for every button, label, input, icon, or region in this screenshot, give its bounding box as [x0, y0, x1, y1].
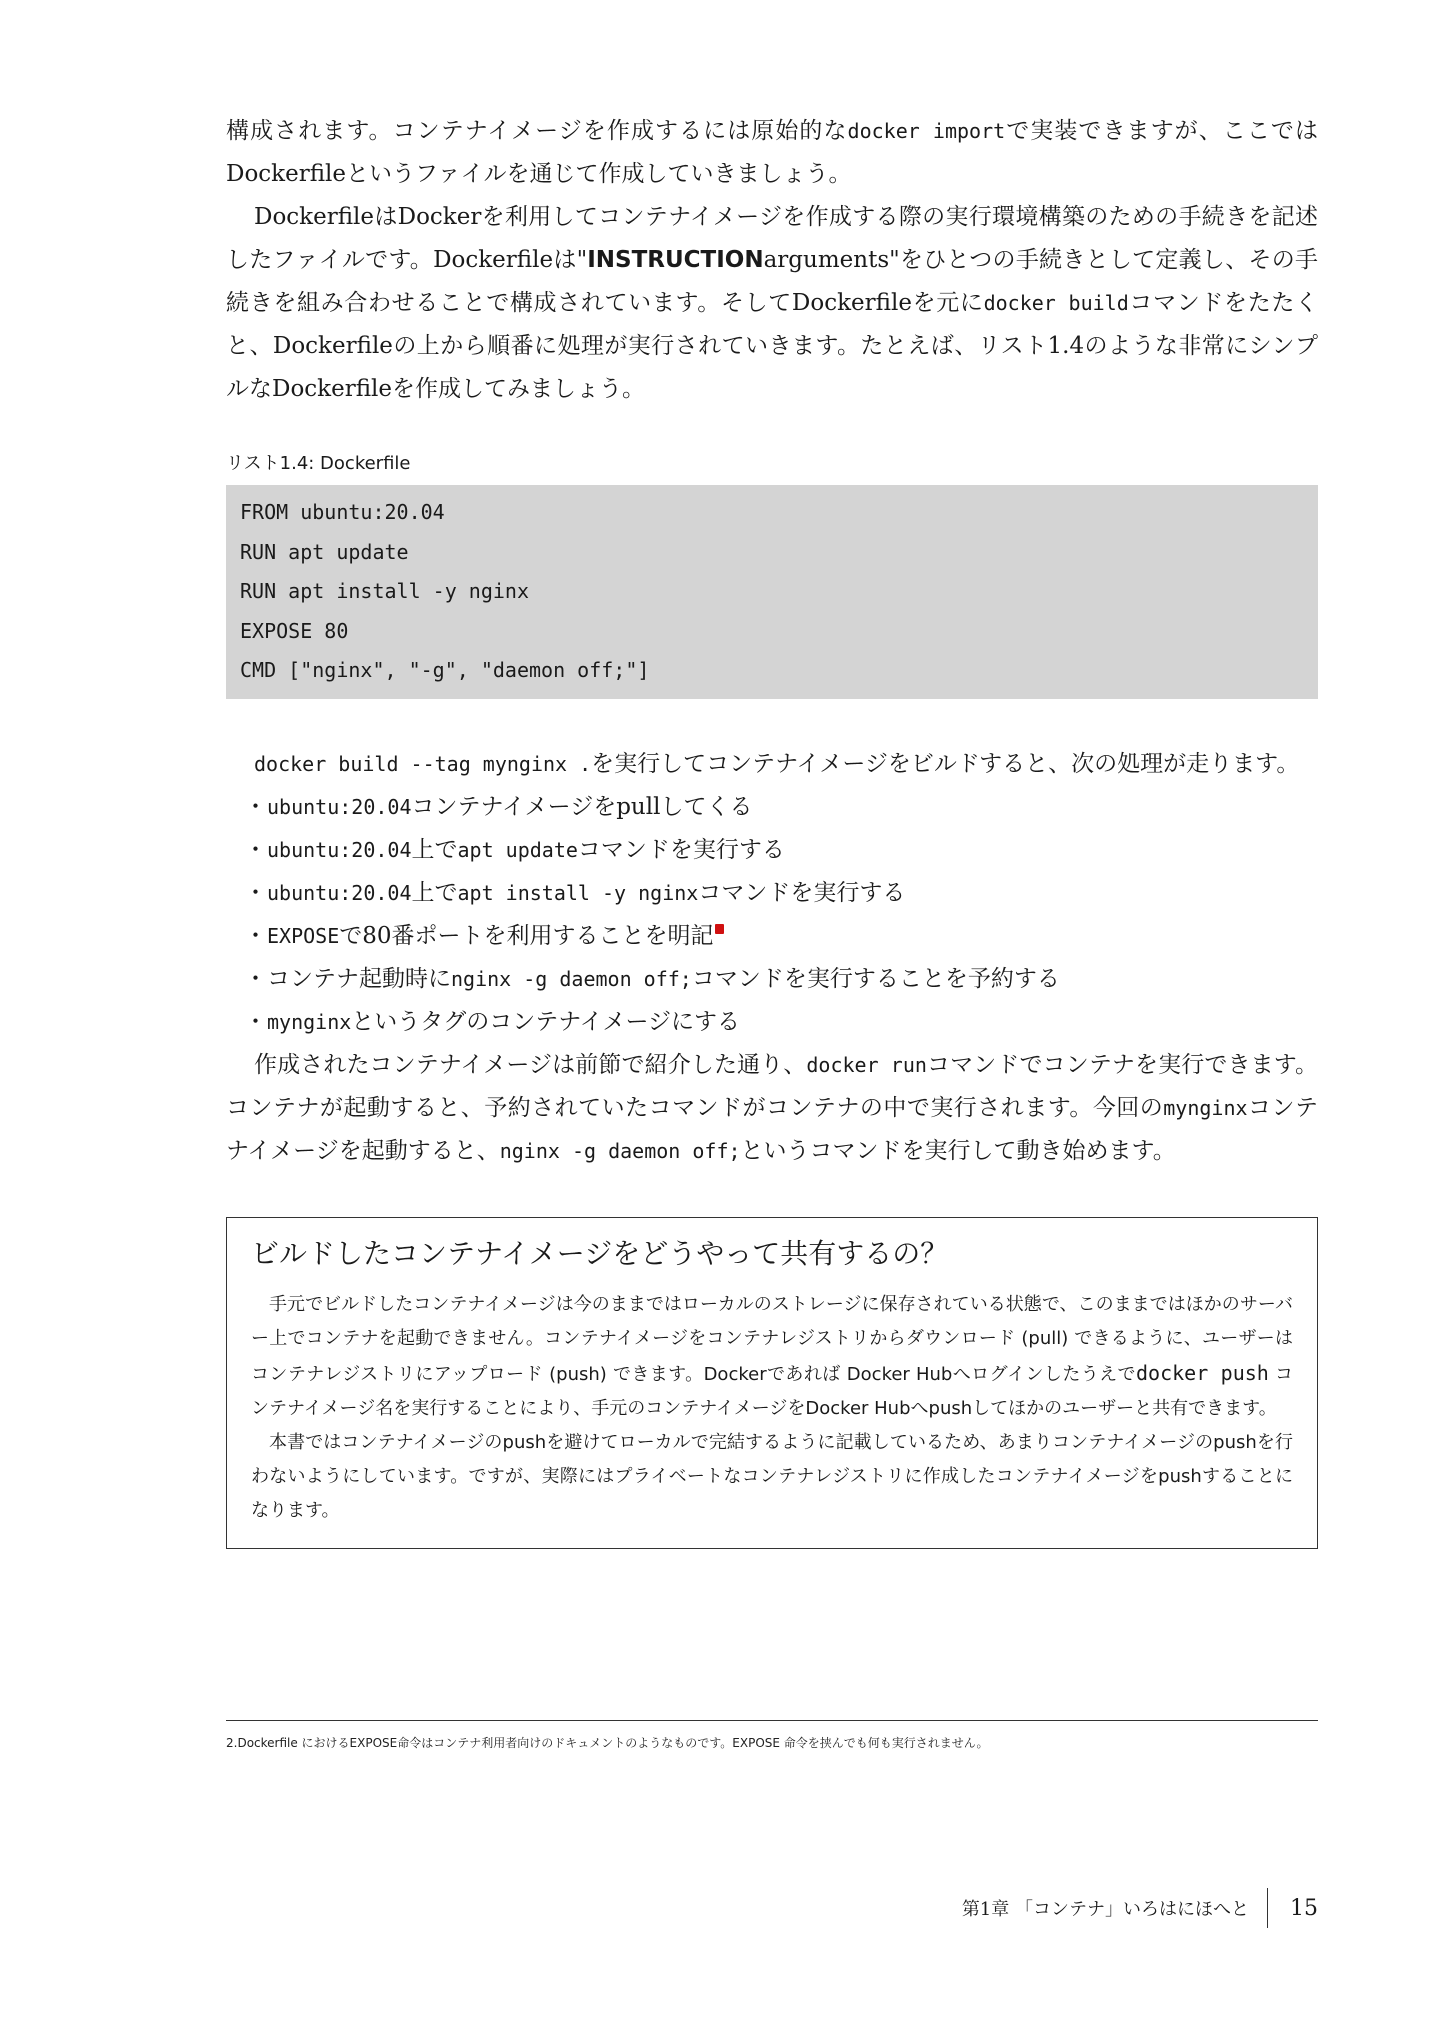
footnote-divider	[226, 1720, 1318, 1721]
column-box	[226, 1217, 1318, 1549]
text: 構成されます。コンテナイメージを作成するには原始的な	[226, 118, 848, 144]
inline-code: apt update	[457, 837, 578, 862]
paragraph-3	[226, 743, 1318, 786]
inline-code: docker import	[847, 119, 1006, 143]
bullet-dot: ・	[244, 836, 267, 863]
list-item	[244, 786, 1318, 829]
bullet-dot: ・	[244, 1008, 267, 1035]
page-footer	[962, 1888, 1318, 1928]
text: 上で	[411, 879, 458, 906]
column-paragraph-2: 本書ではコンテナイメージのpushを避けてローカルで完結するように記載しているため、あまりコンテナイメージのpushを行わないようにしています。ですが、実際にはプライベートなコンテナレジストリに作成したコンテナイメージをpushすることになります。	[251, 1431, 1293, 1521]
page-number: 15	[1290, 1895, 1318, 1921]
list-item	[244, 1001, 1318, 1044]
paragraph-1	[226, 110, 1318, 196]
text: コンテナイメージをpullしてくる	[411, 793, 753, 820]
inline-code: docker build	[983, 291, 1129, 315]
bullet-dot: ・	[244, 922, 267, 949]
inline-code: EXPOSE	[267, 923, 340, 948]
text: コマンドを実行する	[577, 836, 785, 863]
list-item	[244, 872, 1318, 915]
paragraph-4	[226, 1044, 1318, 1173]
text: arguments"をひとつの手続きとして定義し、その手続きを組み合わせることで構成されています。そしてDockerfileを元に	[226, 247, 1318, 316]
text: コマンドを実行することを予約する	[691, 965, 1060, 992]
paragraph-2	[226, 196, 1318, 411]
footnote-marker-icon[interactable]	[715, 924, 724, 934]
listing-caption: リスト1.4: Dockerfile	[226, 453, 411, 474]
inline-code: ubuntu:20.04	[267, 837, 412, 862]
bullet-list	[226, 786, 1318, 1044]
text: 作成されたコンテナイメージは前節で紹介した通り、	[254, 1051, 807, 1078]
column-paragraph-1	[251, 1288, 1293, 1426]
text: 上で	[411, 836, 458, 863]
inline-code: ubuntu:20.04	[267, 880, 412, 905]
inline-code: ubuntu:20.04	[267, 794, 412, 819]
inline-code: docker run	[806, 1052, 927, 1077]
bullet-dot: ・	[244, 965, 267, 992]
text: コマンドをたたくと、Dockerfileの上から順番に処理が実行されていきます。たとえば、リスト1.4のような非常にシンプルなDockerfileを作成してみましょう。	[226, 290, 1319, 402]
bullet-dot: ・	[244, 793, 267, 820]
text: コンテナイメージ名を実行することにより、手元のコンテナイメージをDocker Hubへpushしてほかのユーザーと共有できます。	[251, 1363, 1293, 1419]
inline-code: docker build --tag mynginx .	[254, 751, 592, 776]
list-item	[244, 915, 1318, 958]
instruction-keyword: INSTRUCTION	[587, 247, 764, 273]
inline-code: docker push	[1135, 1360, 1269, 1385]
text: DockerfileはDockerを利用してコンテナイメージを作成する際の実行環境構築のための手続きを記述したファイルです。Dockerfileは"	[226, 204, 1318, 273]
column-title: ビルドしたコンテナイメージをどうやって共有するの？	[251, 1236, 949, 1270]
text: コマンドでコンテナを実行できます。コンテナが起動すると、予約されていたコマンドがコンテナの中で実行されます。今回の	[226, 1051, 1318, 1121]
bullet-dot: ・	[244, 879, 267, 906]
inline-code: mynginx	[1163, 1095, 1248, 1120]
inline-code: nginx -g daemon off;	[499, 1138, 741, 1163]
chapter-title: 第1章 「コンテナ」いろはにほへと	[961, 1899, 1249, 1920]
text: コマンドを実行する	[698, 879, 906, 906]
text: というタグのコンテナイメージにする	[351, 1008, 740, 1035]
text: コンテナ起動時に	[267, 965, 451, 992]
text: を実行してコンテナイメージをビルドすると、次の処理が走ります。	[591, 750, 1300, 777]
list-item	[244, 958, 1318, 1001]
inline-code: apt install -y nginx	[457, 880, 699, 905]
text: 手元でビルドしたコンテナイメージは今のままではローカルのストレージに保存されている状態で、このままではほかのサーバー上でコンテナを起動できません。コンテナイメージをコンテナレジストリからダウンロード (pull) できるように、ユーザーはコンテナレジストリにアップロード (push) できます。Dockerであれば Docker Hubへログインしたうえで	[251, 1293, 1293, 1385]
text: で80番ポートを利用することを明記	[339, 922, 714, 949]
inline-code: nginx -g daemon off;	[451, 966, 692, 991]
text: というコマンドを実行して動き始めます。	[740, 1137, 1176, 1164]
list-item	[244, 829, 1318, 872]
page-body	[226, 110, 1318, 1549]
footnote: 2.Dockerfile におけるEXPOSE命令はコンテナ利用者向けのドキュメントのようなものです。EXPOSE 命令を挟んでも何も実行されません。	[226, 1736, 989, 1750]
code-listing: FROM ubuntu:20.04 RUN apt update RUN apt install -y nginx EXPOSE 80 CMD ["nginx", "-g", "daemon off;"]	[226, 485, 1318, 699]
inline-code: mynginx	[267, 1009, 352, 1034]
text: コンテナイメージを起動すると、	[226, 1094, 1318, 1164]
text: で実装できますが、ここではDockerfileというファイルを通じて作成していきましょう。	[226, 118, 1318, 187]
